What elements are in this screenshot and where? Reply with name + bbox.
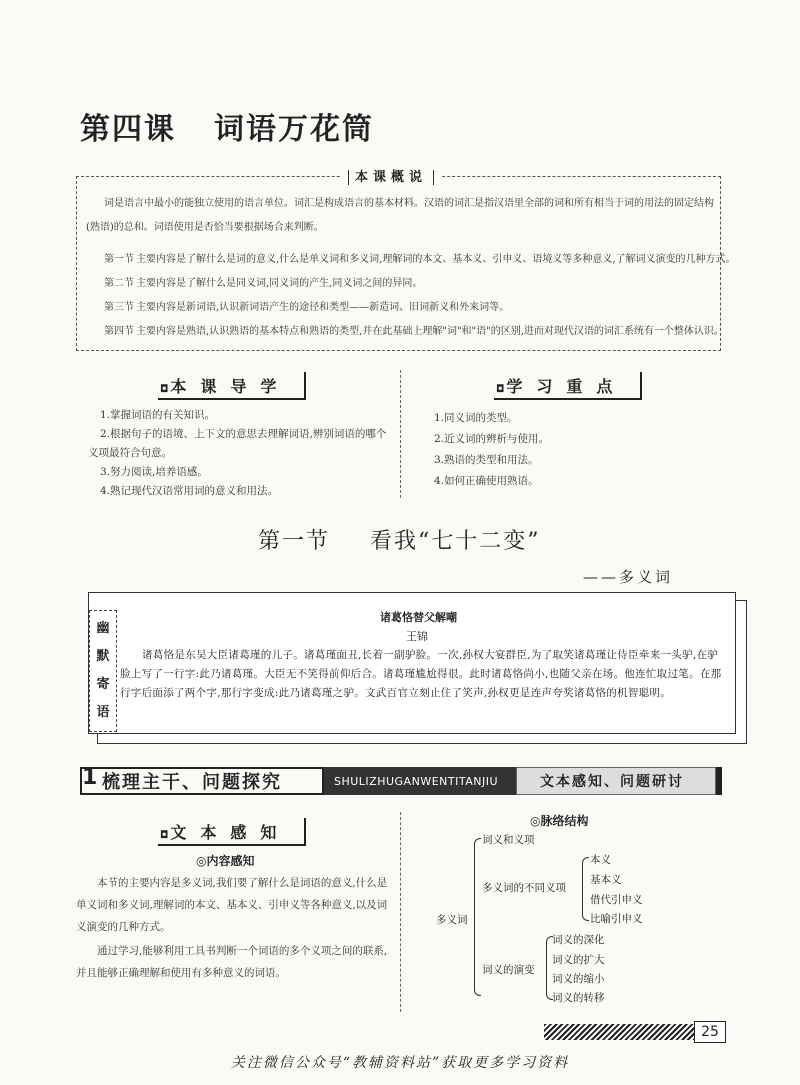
banner-title: 梳理主干、问题探究 xyxy=(102,772,282,793)
guide-list xyxy=(88,406,388,501)
tree-leaf: 基本义 xyxy=(590,874,622,886)
lesson-number: 第四课 xyxy=(80,112,176,147)
list-item: 4.如何正确使用熟语。 xyxy=(434,475,539,487)
section-subtitle: ——多义词 xyxy=(583,568,674,586)
list-item: 3.努力阅读,培养语感。 xyxy=(100,466,208,478)
square-icon: ◘ xyxy=(496,384,505,395)
tree-leaf: 比喻引申义 xyxy=(590,913,643,925)
square-icon: ◘ xyxy=(160,830,169,841)
lesson-name: 词语万花筒 xyxy=(214,112,374,147)
page-number: 25 xyxy=(694,1021,726,1043)
tree-leaf: 词义的转移 xyxy=(552,992,605,1004)
tree-leaf: 借代引申义 xyxy=(590,894,643,906)
content-perception-heading: ◎内容感知 xyxy=(196,854,255,868)
structure-heading: ◎脉络结构 xyxy=(530,814,589,828)
tree-leaf: 词义的深化 xyxy=(552,934,605,946)
tree-brace-root xyxy=(474,838,481,996)
footer-note: 关注微信公众号“教辅资料站”获取更多学习资料 xyxy=(230,1055,570,1071)
list-item: 3.熟语的类型和用法。 xyxy=(434,454,539,466)
tree-brace-branch2 xyxy=(582,857,589,921)
guide-heading: ◘ 本课导学 xyxy=(160,377,291,396)
tree-leaf: 词义的扩大 xyxy=(552,954,605,966)
overview-section-2: 第二节 主要内容是了解什么是同义词,同义词的产生,同义词之间的异同。 xyxy=(104,278,423,289)
tree-node: 多义词的不同义项 xyxy=(482,882,566,894)
list-item: 1.掌握词语的有关知识。 xyxy=(100,409,216,421)
overview-section-1: 第一节 主要内容是了解什么是词的意义,什么是单义词和多义词,理解词的本文、基本义、引申义、语境义等多种意义,了解词义演变的几种方式。 xyxy=(104,254,736,265)
humor-tag: 幽 默 寄 语 xyxy=(89,610,117,732)
list-item: 4.熟记现代汉语常用词的意义和用法。 xyxy=(100,485,279,497)
focus-heading: ◘ 学习重点 xyxy=(496,377,627,396)
tree-node: 词义的演变 xyxy=(482,964,535,976)
list-item: 1.同义词的类型。 xyxy=(434,412,518,424)
column-divider-2 xyxy=(400,812,401,1012)
banner-pinyin: SHULIZHUGANWENTITANJIU xyxy=(334,775,498,788)
section-title: 第一节 看我“七十二变” xyxy=(258,529,541,554)
list-item: 2.近义词的辨析与使用。 xyxy=(434,433,550,445)
overview-intro: 词是语言中最小的能独立使用的语言单位。词汇是构成语言的基本材料。汉语的词汇是指汉语里全部的词和所有相当于词的用法的固定结构(熟语)的总和。词语使用是否恰当要根据场合来判断。 xyxy=(86,198,714,233)
lesson-title xyxy=(80,104,374,148)
tree-root: 多义词 xyxy=(436,914,468,926)
page-bar xyxy=(544,1024,694,1040)
overview-section-4: 第四节 主要内容是熟语,认识熟语的基本特点和熟语的类型,并在此基础上理解"词"和"语"的区别,进而对现代汉语的词汇系统有一个整体认识。 xyxy=(104,326,724,337)
humor-author: 王锦 xyxy=(406,630,428,643)
focus-list xyxy=(434,408,714,492)
square-icon: ◘ xyxy=(160,384,169,395)
banner-number: 1 xyxy=(82,765,98,790)
overview-section-3: 第三节 主要内容是新词语,认识新词语产生的途径和类型——新造词、旧词新义和外来词等。 xyxy=(104,302,510,313)
banner-subtitle: 文本感知、问题研讨 xyxy=(540,774,684,790)
text-perception-p1: 本节的主要内容是多义词,我们要了解什么是词语的意义,什么是单义词和多义词,理解词的本文、基本义、引申义等各种意义,以及词义演变的几种方式。 xyxy=(76,877,388,933)
text-perception-p2: 通过学习,能够利用工具书判断一个词语的多个义项之间的联系,并且能够正确理解和使用有多种意义的词语。 xyxy=(76,945,388,979)
list-item: 2.根据句子的语境、上下文的意思去理解词语,辨别词语的哪个义项最符合句意。 xyxy=(88,428,387,459)
tree-leaf: 本义 xyxy=(590,854,611,866)
humor-title: 诸葛恪替父解嘲 xyxy=(380,611,457,624)
column-divider xyxy=(400,370,401,498)
overview-label: 本课概说 xyxy=(340,166,442,185)
tree-leaf: 词义的缩小 xyxy=(552,973,605,985)
text-perception-heading: ◘ 文本感知 xyxy=(160,823,291,842)
banner-edge xyxy=(716,767,722,795)
humor-body: 诸葛恪是东吴大臣诸葛瑾的儿子。诸葛瑾面丑,长着一副驴脸。一次,孙权大宴群臣,为了取笑诸葛瑾让侍臣牵来一头驴,在驴脸上写了一行字:此乃诸葛瑾。大臣无不笑得前仰后合。诸葛瑾尴尬得很。此时诸葛恪尚小,也随父亲在场。他连忙取过笔。在那行字后面添了两个字,那行字变成:此乃诸葛瑾之驴。文武百官立刻止住了笑声,孙权更是连声夸奖诸葛恪的机智聪明。 xyxy=(120,649,722,699)
tree-node: 词义和义项 xyxy=(482,834,535,846)
